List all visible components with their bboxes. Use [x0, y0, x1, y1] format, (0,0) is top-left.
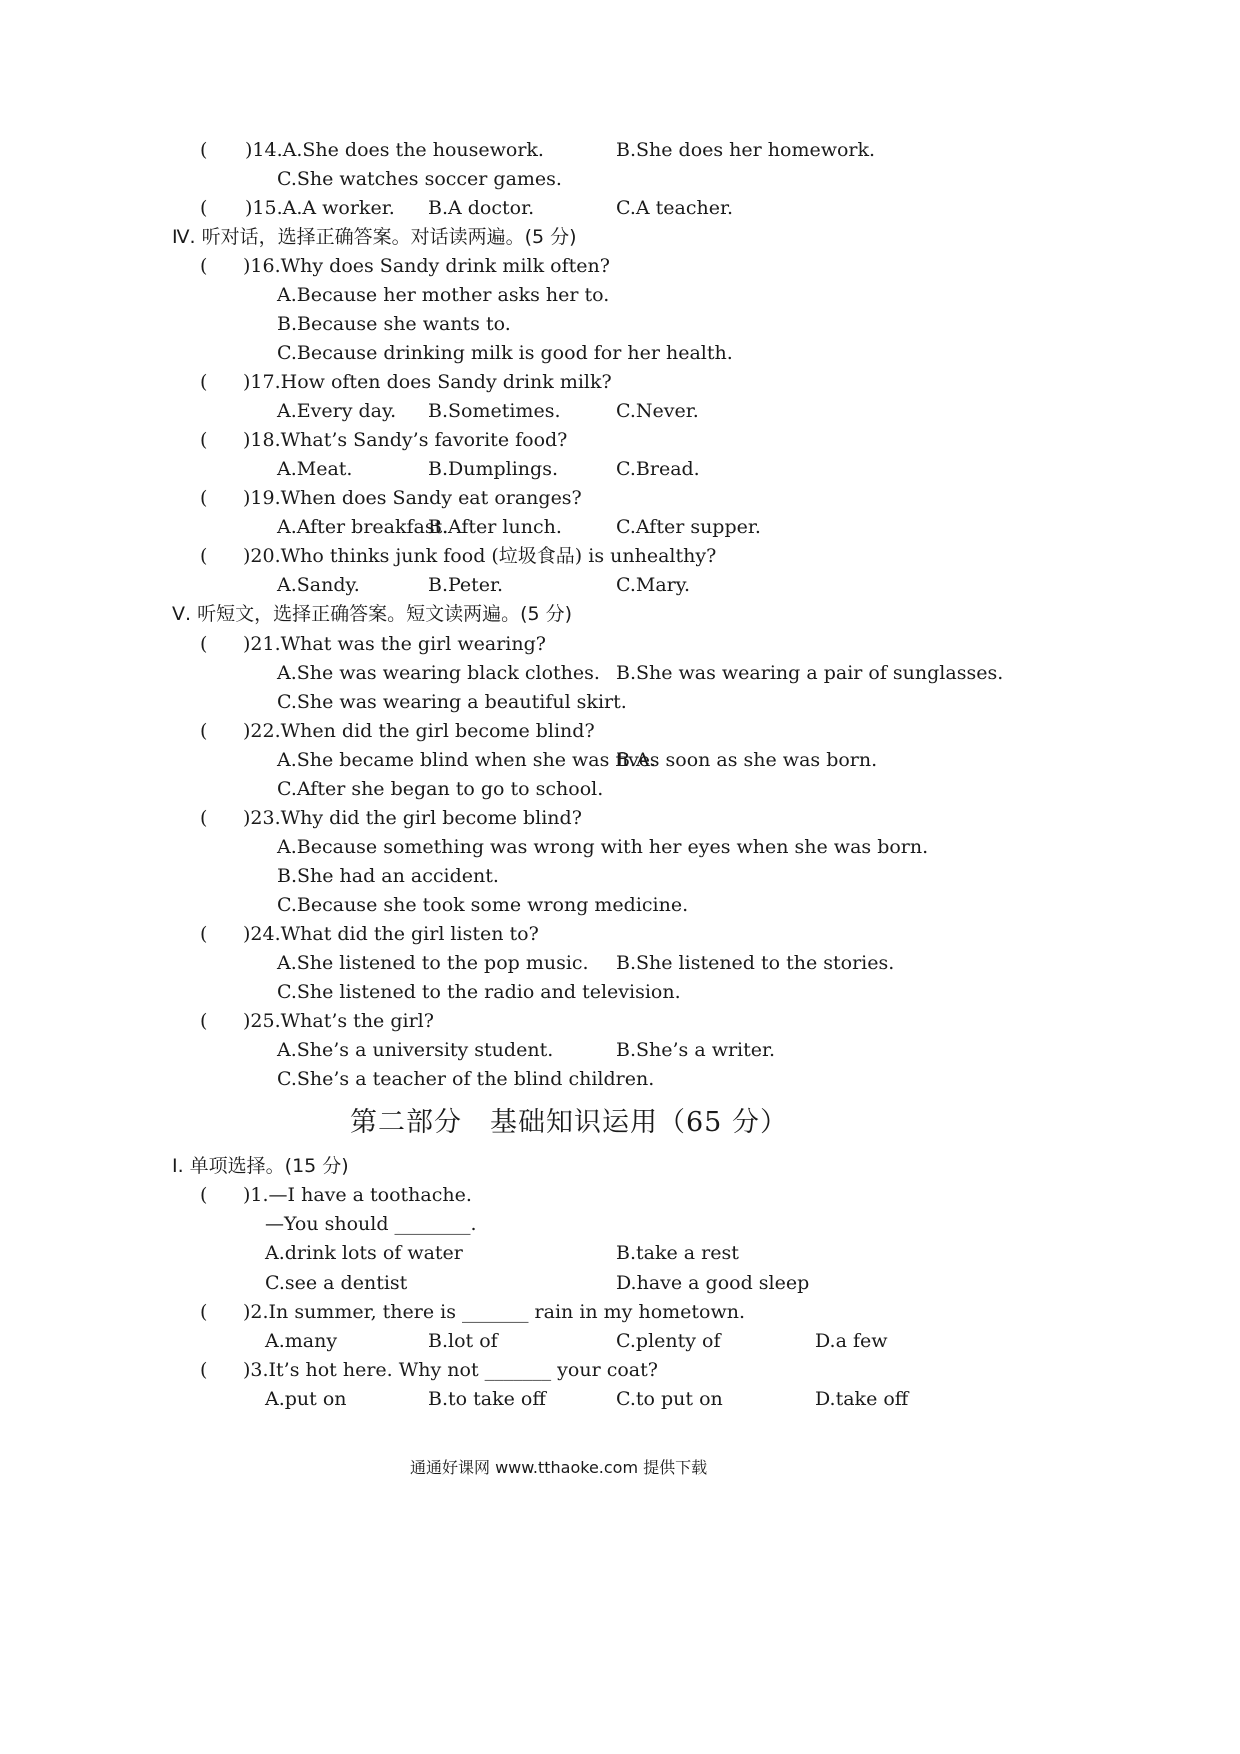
answer-paren: (	[200, 1359, 208, 1381]
q15-stem: )15.A.A worker.	[245, 197, 395, 219]
q23-option-c: C.Because she took some wrong medicine.	[277, 894, 689, 916]
answer-paren: (	[200, 371, 208, 393]
answer-paren: (	[200, 545, 208, 567]
q22-stem: )22.When did the girl become blind?	[243, 720, 595, 742]
q17-option-b: B.Sometimes.	[428, 400, 561, 422]
q19-option-a: A.After breakfast.	[277, 516, 449, 538]
section-i-heading: Ⅰ. 单项选择。(15 分)	[172, 1155, 349, 1177]
q24-option-c: C.She listened to the radio and television.	[277, 981, 681, 1003]
q16-option-b: B.Because she wants to.	[277, 313, 511, 335]
q16-stem: )16.Why does Sandy drink milk often?	[243, 255, 610, 277]
page-footer: 通通好课网 www.tthaoke.com 提供下载	[410, 1458, 708, 1477]
p2-q1-stem: )1.—I have a toothache.	[243, 1184, 472, 1206]
q14-stem: )14.A.She does the housework.	[245, 139, 544, 161]
answer-paren: (	[200, 197, 208, 219]
q14-option-b: B.She does her homework.	[616, 139, 876, 161]
q21-option-b: B.She was wearing a pair of sunglasses.	[616, 662, 1004, 684]
answer-paren: (	[200, 1010, 208, 1032]
q25-option-a: A.She’s a university student.	[277, 1039, 554, 1061]
p2-q2-option-c: C.plenty of	[616, 1330, 721, 1352]
q21-option-c: C.She was wearing a beautiful skirt.	[277, 691, 627, 713]
p2-q1-option-c: C.see a dentist	[265, 1272, 408, 1294]
answer-paren: (	[200, 807, 208, 829]
q24-stem: )24.What did the girl listen to?	[243, 923, 539, 945]
q15-option-c: C.A teacher.	[616, 197, 734, 219]
q22-option-a: A.She became blind when she was five.	[277, 749, 657, 771]
q25-option-c: C.She’s a teacher of the blind children.	[277, 1068, 655, 1090]
q24-option-b: B.She listened to the stories.	[616, 952, 895, 974]
answer-paren: (	[200, 429, 208, 451]
answer-paren: (	[200, 923, 208, 945]
p2-q2-option-d: D.a few	[815, 1330, 888, 1352]
answer-paren: (	[200, 720, 208, 742]
q20-option-a: A.Sandy.	[277, 574, 360, 596]
q14-option-c: C.She watches soccer games.	[277, 168, 562, 190]
p2-q1-option-b: B.take a rest	[616, 1242, 739, 1264]
answer-paren: (	[200, 1301, 208, 1323]
q18-option-b: B.Dumplings.	[428, 458, 558, 480]
p2-q2-stem: )2.In summer, there is _______ rain in my hometown.	[243, 1301, 746, 1323]
answer-paren: (	[200, 255, 208, 277]
p2-q1-reply: —You should ________.	[265, 1213, 477, 1235]
part-two-title: 第二部分 基础知识运用（65 分）	[350, 1107, 788, 1138]
q25-stem: )25.What’s the girl?	[243, 1010, 434, 1032]
section-v-heading: Ⅴ. 听短文，选择正确答案。短文读两遍。(5 分)	[172, 603, 573, 625]
q21-option-a: A.She was wearing black clothes.	[277, 662, 600, 684]
p2-q3-option-c: C.to put on	[616, 1388, 723, 1410]
q22-option-b: B.As soon as she was born.	[616, 749, 878, 771]
q17-option-c: C.Never.	[616, 400, 699, 422]
q23-option-a: A.Because something was wrong with her eyes when she was born.	[277, 836, 929, 858]
q18-option-a: A.Meat.	[277, 458, 353, 480]
p2-q2-option-b: B.lot of	[428, 1330, 498, 1352]
p2-q3-option-d: D.take off	[815, 1388, 909, 1410]
answer-paren: (	[200, 1184, 208, 1206]
answer-paren: (	[200, 633, 208, 655]
answer-paren: (	[200, 487, 208, 509]
q16-option-c: C.Because drinking milk is good for her health.	[277, 342, 733, 364]
q20-stem: )20.Who thinks junk food (垃圾食品) is unhealthy?	[243, 545, 717, 567]
q20-option-b: B.Peter.	[428, 574, 504, 596]
q24-option-a: A.She listened to the pop music.	[277, 952, 589, 974]
q16-option-a: A.Because her mother asks her to.	[277, 284, 610, 306]
q17-stem: )17.How often does Sandy drink milk?	[243, 371, 612, 393]
p2-q2-option-a: A.many	[265, 1330, 338, 1352]
p2-q1-option-a: A.drink lots of water	[265, 1242, 463, 1264]
q20-option-c: C.Mary.	[616, 574, 691, 596]
p2-q3-stem: )3.It’s hot here. Why not _______ your coat?	[243, 1359, 658, 1381]
q23-option-b: B.She had an accident.	[277, 865, 499, 887]
q22-option-c: C.After she began to go to school.	[277, 778, 604, 800]
q18-option-c: C.Bread.	[616, 458, 700, 480]
q15-option-b: B.A doctor.	[428, 197, 535, 219]
p2-q3-option-a: A.put on	[265, 1388, 347, 1410]
q25-option-b: B.She’s a writer.	[616, 1039, 776, 1061]
q17-option-a: A.Every day.	[277, 400, 397, 422]
p2-q1-option-d: D.have a good sleep	[616, 1272, 810, 1294]
answer-paren: (	[200, 139, 208, 161]
q21-stem: )21.What was the girl wearing?	[243, 633, 546, 655]
q18-stem: )18.What’s Sandy’s favorite food?	[243, 429, 568, 451]
p2-q3-option-b: B.to take off	[428, 1388, 546, 1410]
section-iv-heading: Ⅳ. 听对话，选择正确答案。对话读两遍。(5 分)	[172, 226, 577, 248]
q23-stem: )23.Why did the girl become blind?	[243, 807, 582, 829]
q19-option-c: C.After supper.	[616, 516, 761, 538]
q19-stem: )19.When does Sandy eat oranges?	[243, 487, 582, 509]
q19-option-b: B.After lunch.	[428, 516, 562, 538]
